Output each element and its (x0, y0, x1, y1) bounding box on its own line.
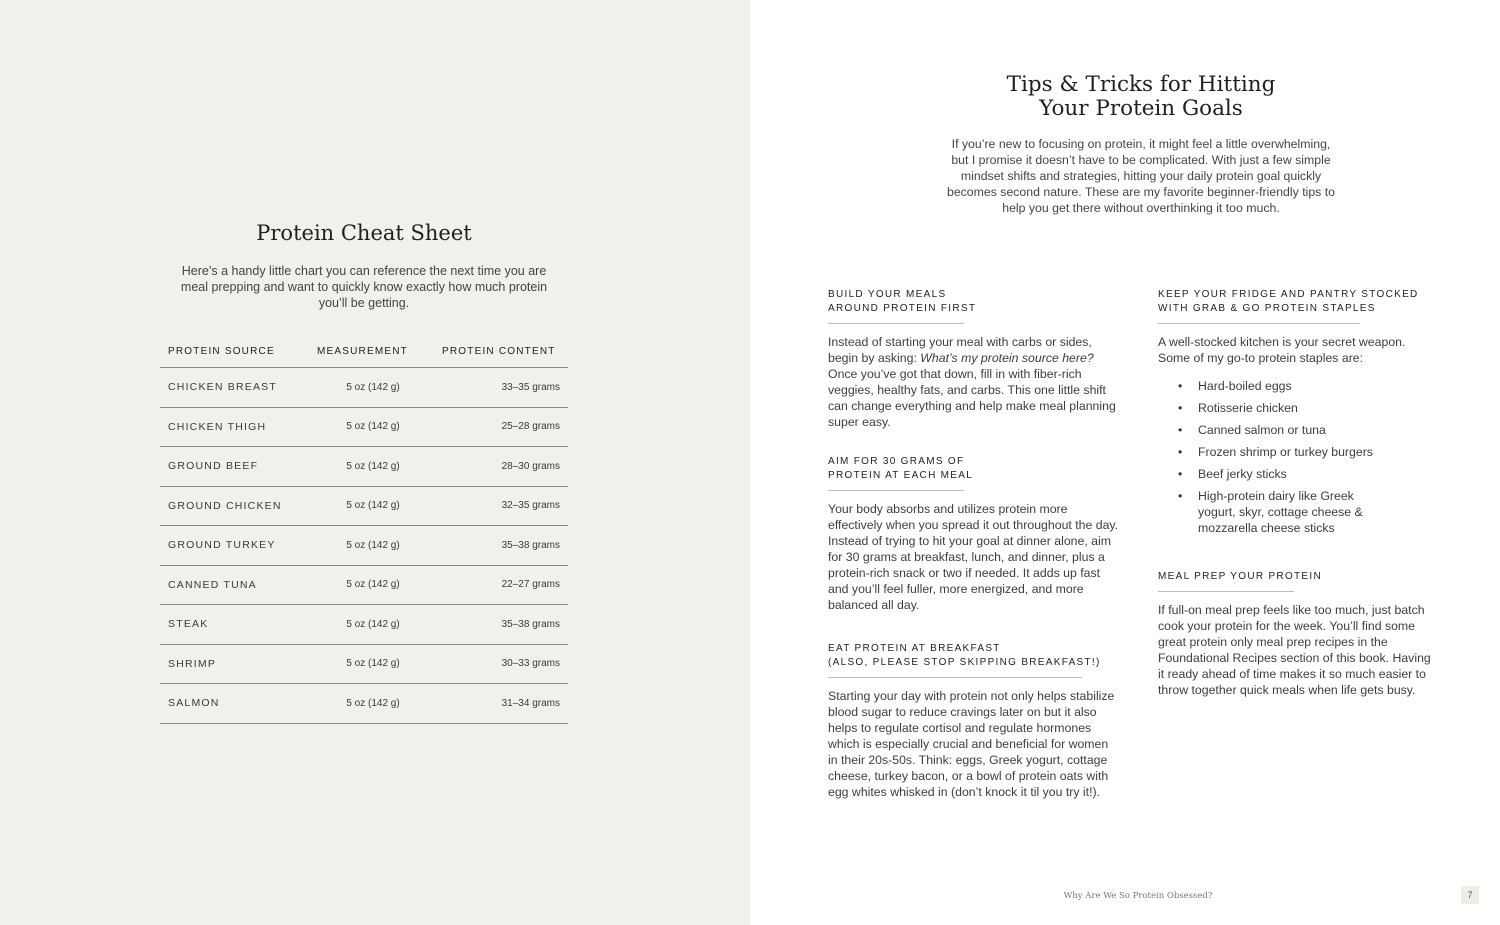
section-heading: BUILD YOUR MEALS AROUND PROTEIN FIRST (828, 289, 977, 314)
table-row (160, 368, 568, 408)
cell-measurement: 5 oz (142 g) (346, 421, 400, 433)
section-heading: KEEP YOUR FRIDGE AND PANTRY STOCKED WITH GRAB & GO PROTEIN STAPLES (1158, 289, 1419, 314)
body-text: Once you’ve got that down, fill in with fiber-rich veggies, healthy fats, and carbs. This one little shift can change everything and help make meal planning super easy. (828, 367, 1116, 429)
staples-list (1158, 378, 1430, 536)
section-body: Starting your day with protein not only helps stabilize blood sugar to reduce cravings later on but it also helps to regulate cortisol and regulate hormones which is especially crucial and beneficial for women in their 20s-50s. Think: eggs, Greek yogurt, cottage cheese, turkey bacon, or a bowl of protein oats with egg whites whisked in (don’t knock it til you try it!). (828, 689, 1115, 799)
table-row (160, 408, 568, 448)
section-heading: EAT PROTEIN AT BREAKFAST (ALSO, PLEASE STOP SKIPPING BREAKFAST!) (828, 643, 1101, 668)
section-meal-prep (1158, 570, 1434, 698)
cell-measurement: 5 oz (142 g) (346, 539, 400, 551)
cell-source: STEAK (168, 618, 209, 631)
page-number: 7 (1461, 886, 1479, 904)
table-row (160, 526, 568, 566)
cell-measurement: 5 oz (142 g) (346, 579, 400, 591)
cell-source: CHICKEN BREAST (168, 381, 277, 394)
cell-source: CANNED TUNA (168, 578, 257, 591)
section-stocked (1158, 288, 1430, 542)
list-item: • Frozen shrimp or turkey burgers (1158, 444, 1430, 460)
cell-protein: 25–28 grams (501, 421, 560, 433)
cell-protein: 35–38 grams (501, 618, 560, 630)
cell-protein: 35–38 grams (501, 539, 560, 551)
cell-source: CHICKEN THIGH (168, 420, 267, 433)
cell-protein: 32–35 grams (501, 500, 560, 512)
list-item: • High-protein dairy like Greek yogurt, skyr, cottage cheese & mozzarella cheese sticks (1158, 488, 1430, 536)
tips-title: Tips & Tricks for Hitting Your Protein Goals (1006, 72, 1276, 121)
protein-table (160, 336, 568, 724)
right-page (750, 0, 1500, 925)
cell-measurement: 5 oz (142 g) (346, 381, 400, 393)
section-divider (828, 323, 964, 324)
table-row (160, 487, 568, 527)
cell-measurement: 5 oz (142 g) (346, 500, 400, 512)
body-italic: What’s my protein source here? (920, 351, 1094, 365)
section-body: Your body absorbs and utilizes protein more effectively when you spread it out throughout the day. Instead of trying to hit your goal at dinner alone, aim for 30 grams at breakfast, lunch, and dinner, plus a protein-rich snack or two if needed. It adds up fast and you’ll feel fuller, more energized, and more balanced all day. (828, 502, 1119, 612)
cell-source: SALMON (168, 697, 220, 710)
section-aim-30g (828, 455, 1120, 613)
section-divider (828, 490, 964, 491)
list-item: • Canned salmon or tuna (1158, 422, 1430, 438)
cell-source: GROUND BEEF (168, 460, 259, 473)
cheat-sheet-title: Protein Cheat Sheet (256, 221, 472, 245)
header-measurement: MEASUREMENT (317, 346, 408, 357)
list-item: • Hard-boiled eggs (1158, 378, 1430, 394)
list-item: • Rotisserie chicken (1158, 400, 1430, 416)
list-item: • Beef jerky sticks (1158, 466, 1430, 482)
table-row (160, 605, 568, 645)
cell-protein: 28–30 grams (501, 460, 560, 472)
section-heading: MEAL PREP YOUR PROTEIN (1158, 571, 1323, 582)
cell-protein: 33–35 grams (501, 381, 560, 393)
tips-intro: If you’re new to focusing on protein, it might feel a little overwhelming, but I promise it doesn’t have to be complicated. With just a few simple mindset shifts and strategies, hitting your daily protein goal quickly becomes second nature. These are my favorite beginner-friendly tips to help you get there without overthinking it too much. (946, 137, 1335, 215)
cell-protein: 30–33 grams (501, 658, 560, 670)
section-breakfast (828, 642, 1120, 800)
section-body (828, 334, 1120, 430)
cell-measurement: 5 oz (142 g) (346, 460, 400, 472)
cell-source: GROUND CHICKEN (168, 499, 282, 512)
table-header (160, 336, 568, 368)
body-text: Instead of starting your meal with carbs or sides, begin by asking: (828, 335, 1092, 365)
cell-measurement: 5 oz (142 g) (346, 658, 400, 670)
table-row (160, 566, 568, 606)
section-divider (828, 677, 1082, 678)
table-row (160, 645, 568, 685)
cell-measurement: 5 oz (142 g) (346, 697, 400, 709)
cell-source: SHRIMP (168, 657, 217, 670)
header-protein-source: PROTEIN SOURCE (168, 346, 275, 357)
section-divider (1158, 591, 1294, 592)
section-body: A well-stocked kitchen is your secret weapon. Some of my go-to protein staples are: (1158, 335, 1406, 365)
cell-measurement: 5 oz (142 g) (346, 618, 400, 630)
section-heading: AIM FOR 30 GRAMS OF PROTEIN AT EACH MEAL (828, 456, 974, 481)
section-build-meals (828, 288, 1120, 430)
table-row (160, 684, 568, 724)
section-divider (1158, 323, 1360, 324)
section-body: If full-on meal prep feels like too much, just batch cook your protein for the week. You’ll find some great protein only meal prep recipes in the Foundational Recipes section of this book. Having it ready ahead of time makes it so much easier to throw together quick meals when life gets busy. (1158, 603, 1431, 697)
running-footer: Why Are We So Protein Obsessed? (1063, 891, 1213, 901)
cell-protein: 31–34 grams (501, 697, 560, 709)
cell-protein: 22–27 grams (501, 579, 560, 591)
table-row (160, 447, 568, 487)
cheat-sheet-intro: Here’s a handy little chart you can reference the next time you are meal prepping and want to quickly know exactly how much protein you’ll be getting. (180, 264, 548, 310)
cell-source: GROUND TURKEY (168, 539, 276, 552)
header-protein-content: PROTEIN CONTENT (442, 346, 556, 357)
